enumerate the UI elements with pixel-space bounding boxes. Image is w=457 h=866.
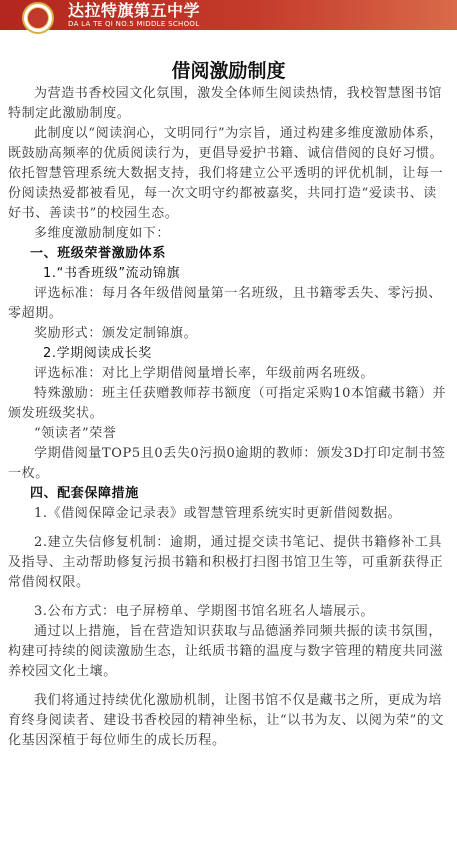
document-body <box>8 84 448 751</box>
intro-paragraph: 为营造书香校园文化氛围，激发全体师生阅读热情，我校智慧图书馆特制定此激励制度。 <box>8 86 443 121</box>
subsection-heading: 1.“书香班级”流动锦旗 <box>43 266 181 281</box>
intro-paragraph: 多维度激励制度如下： <box>34 226 171 241</box>
reward-text: 奖励形式：颁发定制锦旗。 <box>34 326 198 341</box>
measure-item: 2.建立失信修复机制：逾期，通过提交读书笔记、提供书籍修补工具及指导、主动帮助修复污损书籍和积极打扫图书馆卫生等，可重新获得正常借阅权限。 <box>8 535 444 590</box>
closing-paragraph: 通过以上措施，旨在营造知识获取与品德涵养同频共振的读书氛围，构建可持续的阅读激励生态，让纸质书籍的温度与数字管理的精度共同滋养校园文化土壤。 <box>8 624 444 679</box>
criteria-text: 评选标准：对比上学期借阅量增长率，年级前两名班级。 <box>34 366 375 381</box>
page-title: 借阅激励制度 <box>171 60 286 82</box>
school-logo-icon <box>22 2 54 34</box>
reward-text: 学期借阅量TOP5且0丢失0污损0逾期的教师：颁发3D打印定制书签一枚。 <box>8 446 446 481</box>
subsection-heading: 2.学期阅读成长奖 <box>43 346 152 361</box>
closing-paragraph: 我们将通过持续优化激励机制，让图书馆不仅是藏书之所，更成为培育终身阅读者、建设书香校园的精神坐标，让“以书为友、以阅为荣”的文化基因深植于每位师生的成长历程。 <box>8 693 445 748</box>
section-heading: 四、配套保障措施 <box>30 486 139 501</box>
school-name-en: DA LA TE QI NO.5 MIDDLE SCHOOL <box>68 20 200 28</box>
intro-paragraph: 此制度以“阅读润心，文明同行”为宗旨，通过构建多维度激励体系，既鼓励高频率的优质阅读行为，更倡导爱护书籍、诚信借阅的良好习惯。依托智慧管理系统大数据支持，我们将建立公平透明的评优机制，让每一份阅读热爱都被看见，每一次文明守约都被嘉奖，共同打造“爱读书、读好书、善读书”的校园生态。 <box>8 126 444 221</box>
measure-item: 3.公布方式：电子屏榜单、学期图书馆名班名人墙展示。 <box>34 604 375 619</box>
reward-text: 特殊激励：班主任获赠教师荐书额度（可指定采购10本馆藏书籍）并颁发班级奖状。 <box>8 386 447 421</box>
measure-item: 1.《借阅保障金记录表》或智慧管理系统实时更新借阅数据。 <box>34 506 402 521</box>
section-heading: 一、班级荣誉激励体系 <box>30 246 167 261</box>
subsection-heading: “领读者”荣誉 <box>34 426 117 441</box>
school-name: 达拉特旗第五中学 <box>68 1 201 20</box>
criteria-text: 评选标准：每月各年级借阅量第一名班级，且书籍零丢失、零污损、零超期。 <box>8 286 443 321</box>
